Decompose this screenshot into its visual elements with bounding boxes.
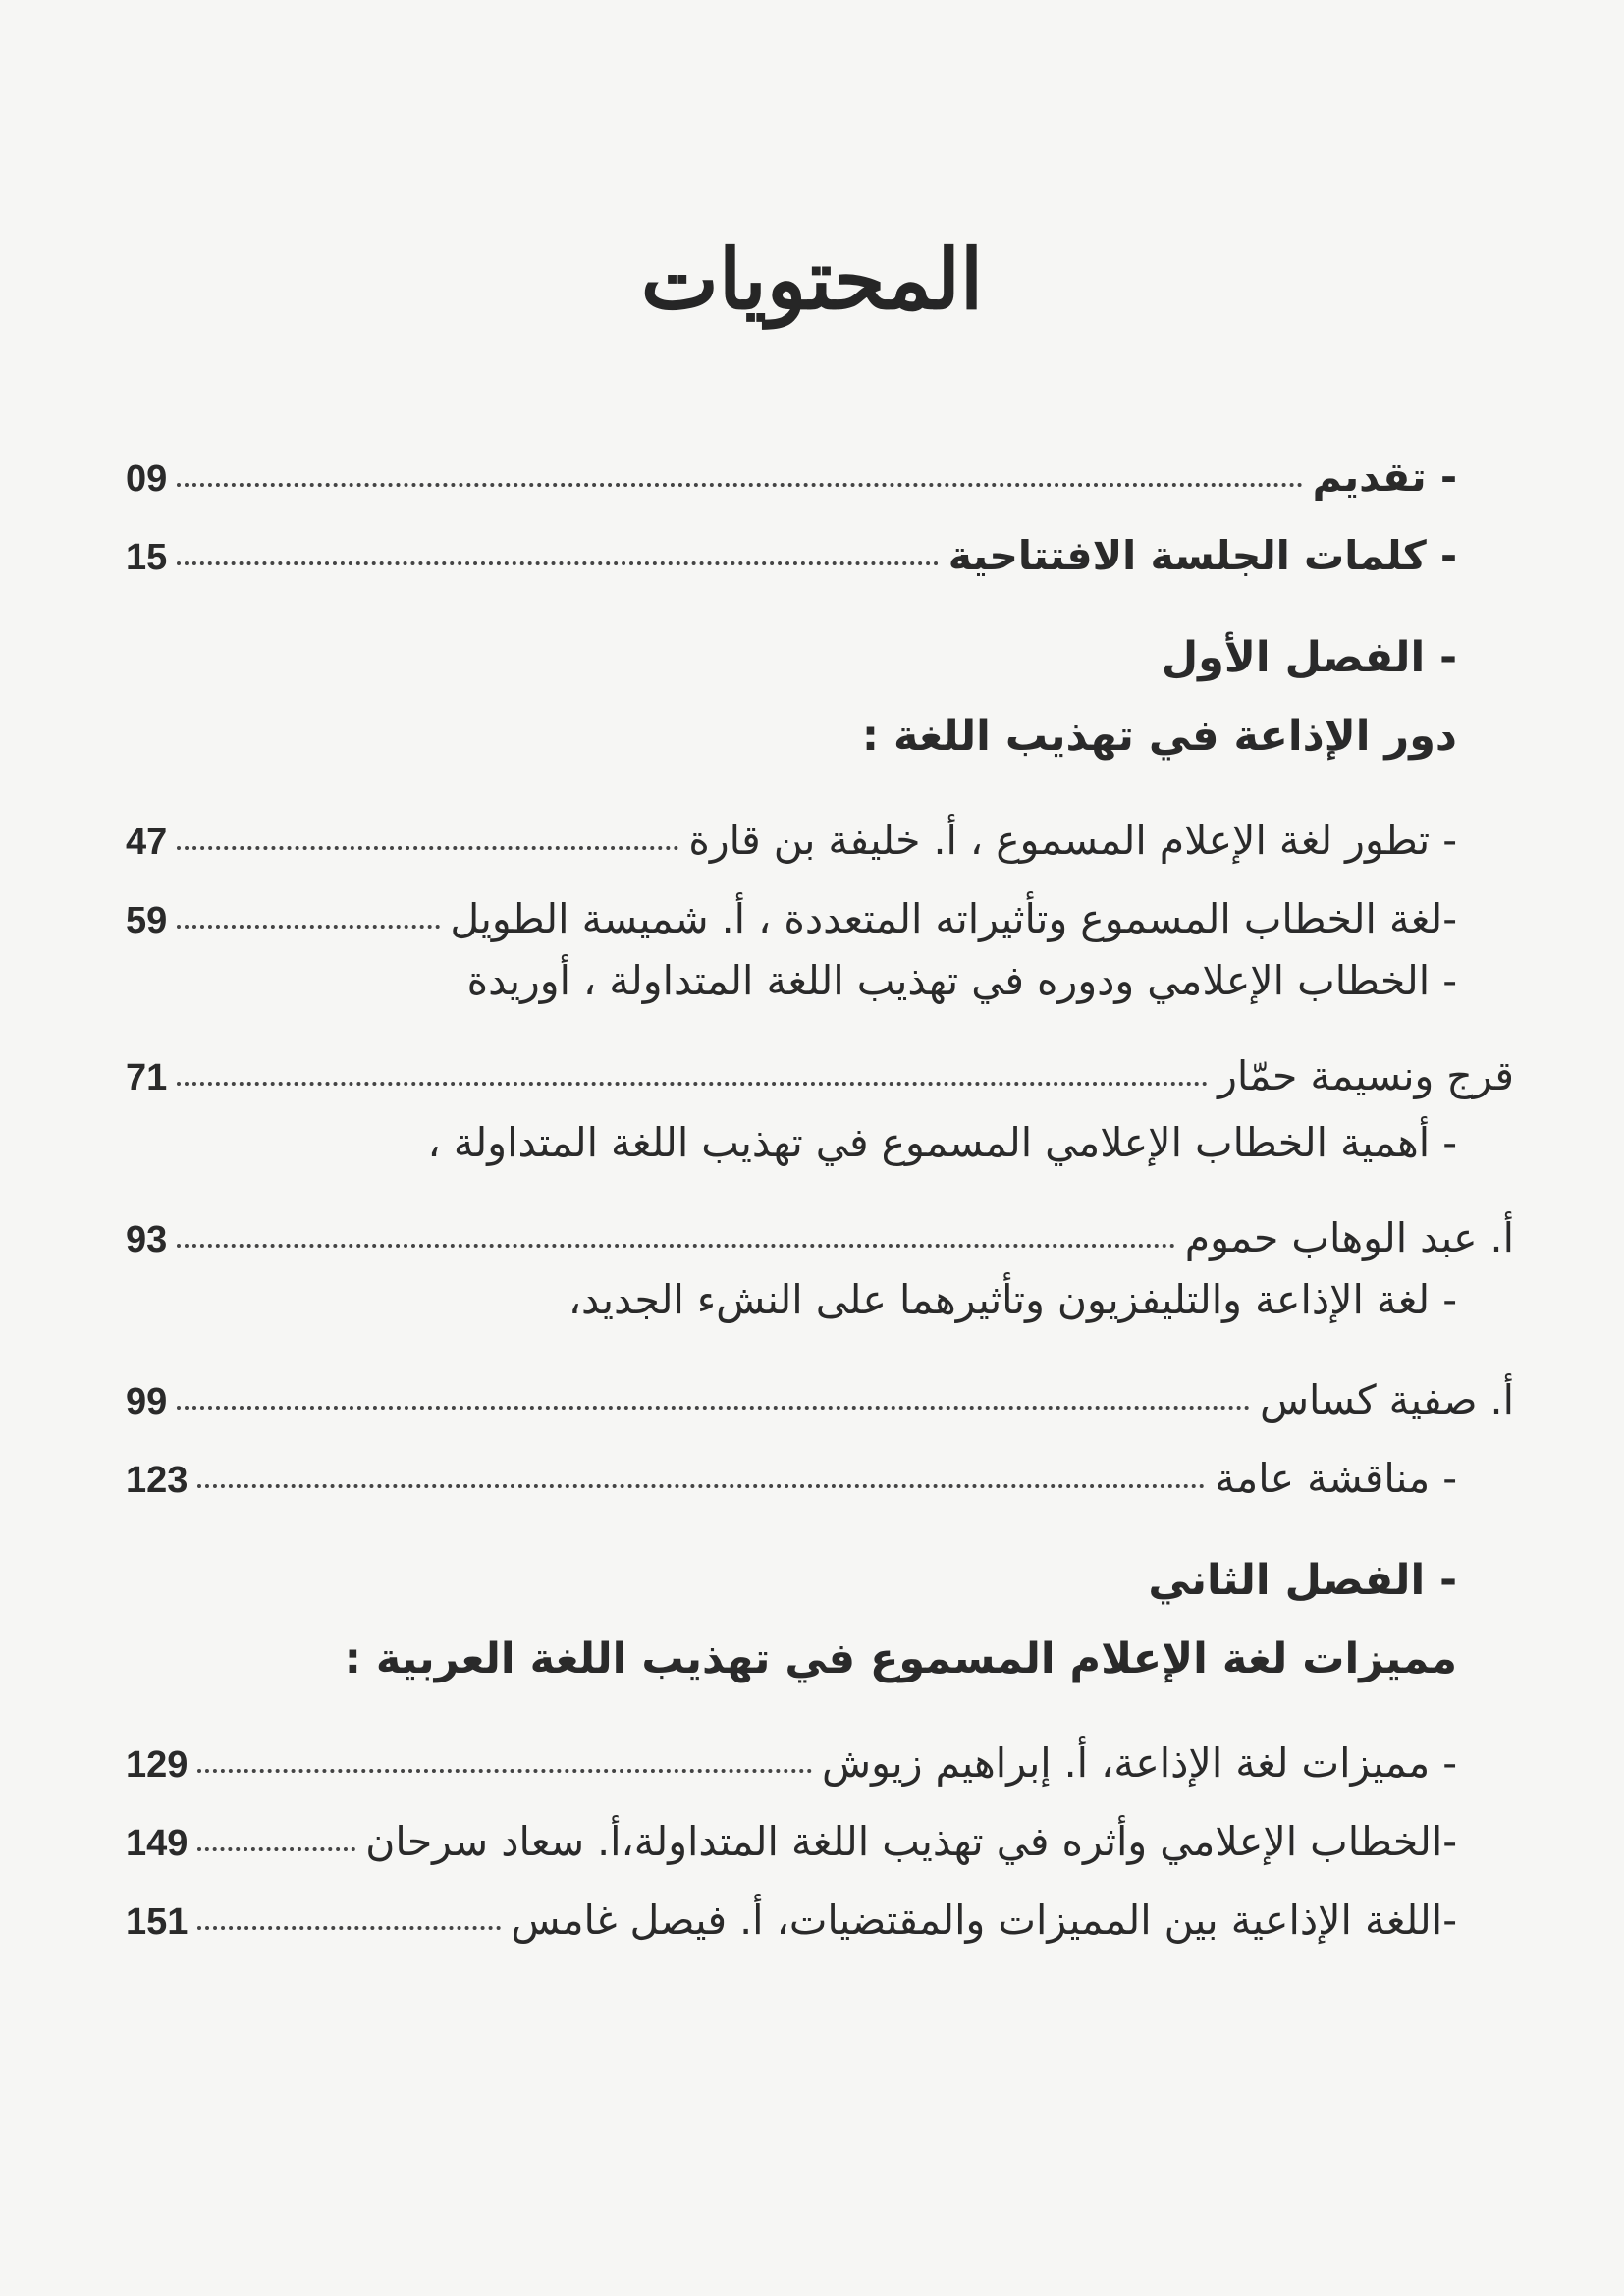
- leader-dots: [197, 1926, 501, 1930]
- toc-entry-continuation: أ. عبد الوهاب حموم: [1184, 1214, 1514, 1261]
- toc-entry[interactable]: [126, 874, 1457, 942]
- leader-dots: [197, 1769, 812, 1773]
- toc-entry-text: -الخطاب الإعلامي وأثره في تهذيب اللغة المتداولة،أ. سعاد سرحان: [365, 1818, 1457, 1865]
- toc-entry[interactable]: [126, 795, 1457, 864]
- toc-page-number: 93: [126, 1219, 168, 1260]
- toc-page-number: 123: [126, 1460, 189, 1501]
- toc-page-number: 151: [126, 1901, 189, 1943]
- toc-entry[interactable]: [126, 1796, 1457, 1865]
- toc-entry-text: - الخطاب الإعلامي ودوره في تهذيب اللغة المتداولة ، أوريدة: [466, 957, 1457, 1004]
- toc-entry-text: - لغة الإذاعة والتليفزيون وتأثيرهما على النشء الجديد،: [568, 1276, 1457, 1323]
- toc-entry-text: - كلمات الجلسة الافتتاحية: [947, 532, 1457, 579]
- toc-entry-text: - أهمية الخطاب الإعلامي المسموع في تهذيب اللغة المتداولة ،: [427, 1119, 1457, 1166]
- leader-dots: [177, 846, 678, 850]
- leader-dots: [197, 1484, 1205, 1488]
- chapter-label: - الفصل الأول: [1161, 633, 1457, 682]
- toc-entry-text: -اللغة الإذاعية بين المميزات والمقتضيات، أ. فيصل غامس: [511, 1896, 1457, 1944]
- toc-page-number: 99: [126, 1381, 168, 1422]
- toc-entry[interactable]: [126, 1031, 1514, 1099]
- toc-page-number: 71: [126, 1057, 168, 1098]
- page-title: المحتويات: [640, 231, 984, 328]
- chapter-label: - الفصل الثاني: [1148, 1556, 1457, 1605]
- chapter-heading: مميزات لغة الإعلام المسموع في تهذيب اللغة العربية :: [344, 1634, 1457, 1683]
- toc-entry-text: - تقديم: [1312, 454, 1457, 501]
- toc-entry-continuation: قرج ونسيمة حمّار: [1218, 1052, 1514, 1099]
- toc-entry-intro[interactable]: [126, 432, 1457, 501]
- toc-page-number: 09: [126, 458, 168, 500]
- leader-dots: [177, 1082, 1208, 1086]
- toc-entry-text: - مميزات لغة الإذاعة، أ. إبراهيم زيوش: [822, 1739, 1457, 1787]
- toc-entry[interactable]: [126, 1193, 1514, 1261]
- toc-page-number: 129: [126, 1744, 189, 1786]
- leader-dots: [177, 1406, 1250, 1410]
- toc-entry[interactable]: [126, 1718, 1457, 1787]
- toc-page-number: 149: [126, 1823, 189, 1864]
- toc-entry-text: -لغة الخطاب المسموع وتأثيراته المتعددة ، أ. شميسة الطويل: [450, 895, 1457, 942]
- leader-dots: [177, 483, 1302, 487]
- toc-page-number: 47: [126, 822, 168, 863]
- leader-dots: [177, 1244, 1174, 1248]
- toc-page-number: 15: [126, 537, 168, 578]
- toc-entry-continuation: أ. صفية كساس: [1259, 1376, 1514, 1423]
- leader-dots: [197, 1847, 355, 1851]
- chapter-heading: دور الإذاعة في تهذيب اللغة :: [861, 712, 1457, 761]
- toc-entry-text: - تطور لغة الإعلام المسموع ، أ. خليفة بن قارة: [688, 817, 1457, 864]
- toc-entry-text: - مناقشة عامة: [1215, 1455, 1457, 1502]
- toc-entry-general-discussion[interactable]: [126, 1433, 1457, 1502]
- toc-entry-opening-session[interactable]: [126, 510, 1457, 579]
- leader-dots: [177, 925, 440, 929]
- toc-page-number: 59: [126, 900, 168, 941]
- leader-dots: [177, 561, 938, 565]
- toc-entry[interactable]: [126, 1355, 1514, 1423]
- toc-entry[interactable]: [126, 1875, 1457, 1944]
